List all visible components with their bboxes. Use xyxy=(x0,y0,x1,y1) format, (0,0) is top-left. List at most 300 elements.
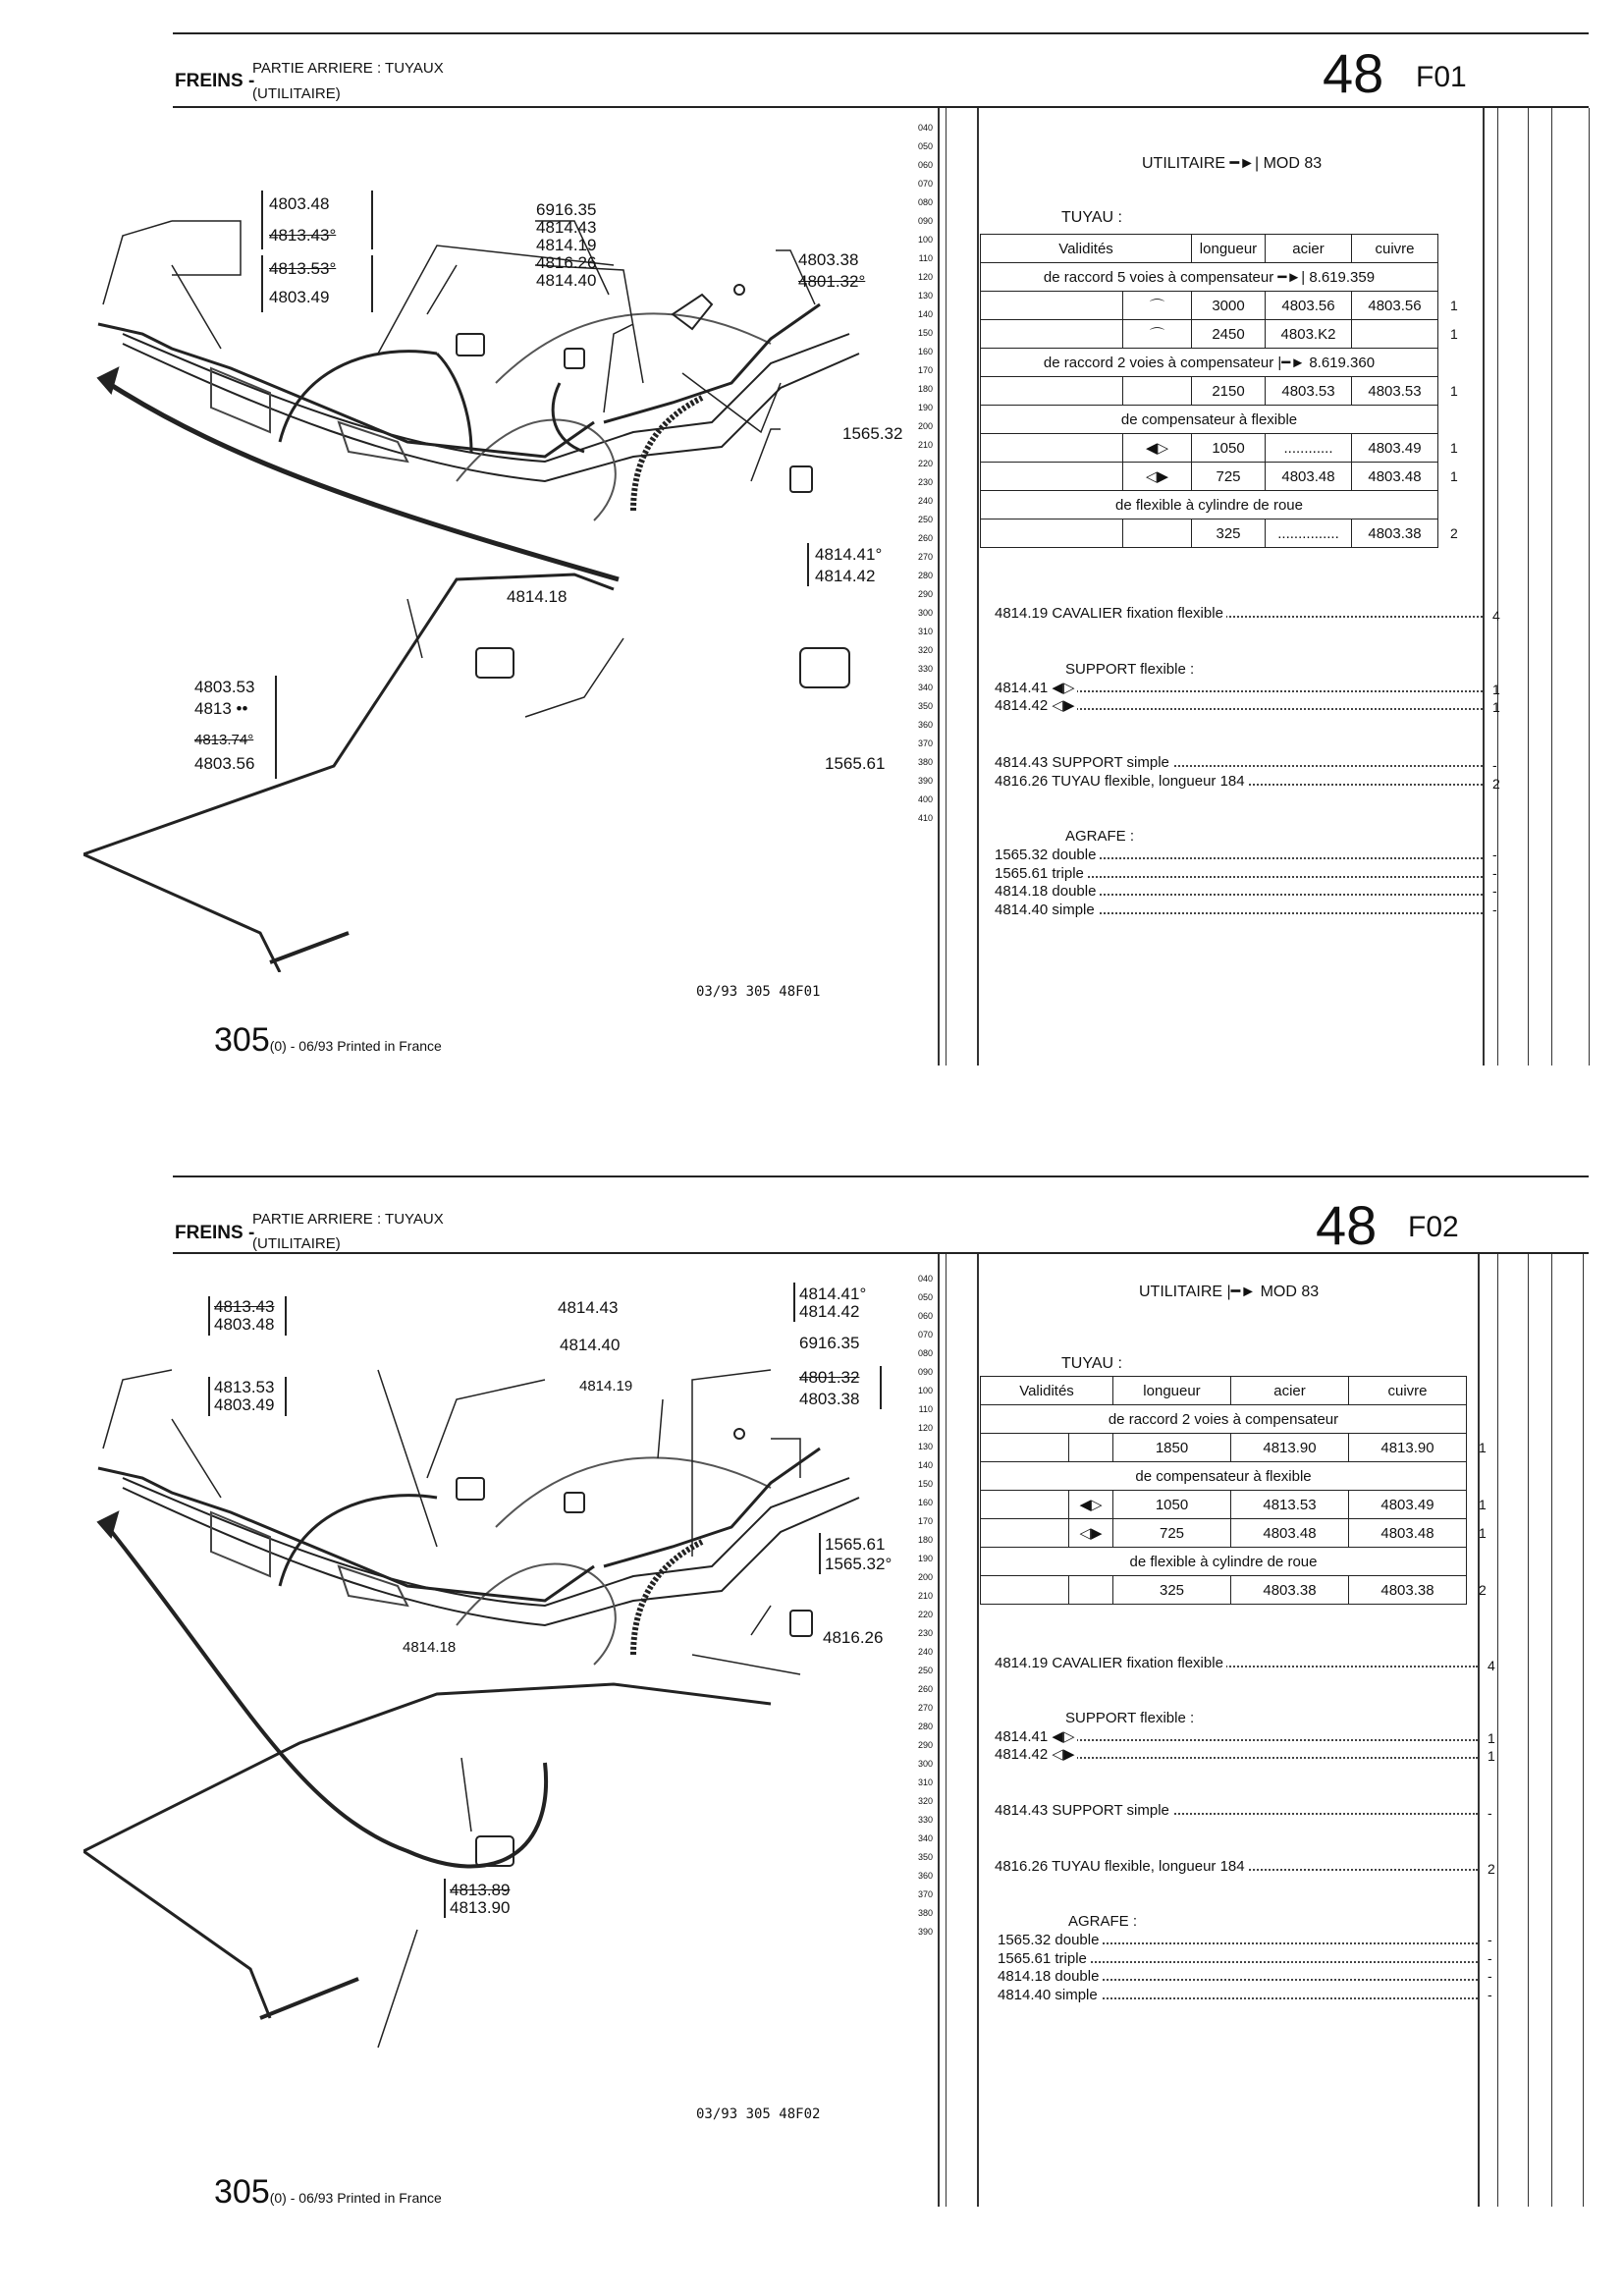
callout-label: 1565.61 xyxy=(825,1535,886,1554)
column-rule xyxy=(1483,108,1485,1066)
brake-pipe-diagram xyxy=(83,187,898,972)
table-cell xyxy=(981,1491,1069,1519)
table-row xyxy=(981,1434,1496,1462)
item-text: 1565.61 triple xyxy=(995,865,1087,882)
section-ref: 8.619.359 xyxy=(1309,269,1376,286)
callout-label: 4803.38 xyxy=(798,250,859,269)
callout-label: 4814.40 xyxy=(536,271,597,290)
section-subtitle-1: PARTIE ARRIERE : TUYAUX xyxy=(252,1211,444,1228)
line-number: 290 xyxy=(917,589,933,599)
item-text: 4814.19 CAVALIER fixation flexible xyxy=(995,1655,1226,1671)
callout-bracket xyxy=(187,676,277,779)
table-cell: ............... xyxy=(1266,519,1352,548)
line-number: 340 xyxy=(917,683,933,692)
line-number: 380 xyxy=(917,757,933,767)
table-cell xyxy=(981,1519,1069,1548)
table-cell: 4803.48 xyxy=(1352,463,1438,491)
catalog-page-f01 xyxy=(0,0,1623,1139)
left-arrow-icon: ◀▷ xyxy=(1052,680,1075,696)
agrafe-item xyxy=(998,1987,1500,2005)
line-number: 190 xyxy=(917,403,933,412)
footer xyxy=(214,1021,442,1060)
callout-label: 4814.18 xyxy=(403,1639,457,1656)
table-cell xyxy=(981,1576,1069,1605)
table-cell: ............ xyxy=(1266,434,1352,463)
line-number: 270 xyxy=(917,552,933,562)
item-qty: - xyxy=(1492,883,1497,899)
validity-cell xyxy=(1123,519,1192,548)
item-qty: 2 xyxy=(1488,1861,1495,1877)
row-qty: 1 xyxy=(1450,468,1458,484)
callout-label: 4814.40 xyxy=(560,1336,621,1354)
callout-label: 4803.49 xyxy=(214,1395,275,1414)
line-number: 120 xyxy=(917,1423,933,1433)
support-flex-title: SUPPORT flexible : xyxy=(1065,1710,1195,1726)
table-row xyxy=(981,377,1468,406)
item-qty: - xyxy=(1492,864,1497,881)
parts-table xyxy=(980,1376,1496,1605)
line-number: 370 xyxy=(917,738,933,748)
top-rule xyxy=(173,1175,1589,1177)
line-number: 340 xyxy=(917,1833,933,1843)
table-row xyxy=(981,1576,1496,1605)
line-number: 140 xyxy=(917,309,933,319)
callout-label: 4814.43 xyxy=(536,218,597,237)
footer-text: (0) - 06/93 Printed in France xyxy=(269,2190,442,2206)
callout-label: 1565.32° xyxy=(825,1555,893,1573)
agrafe-list xyxy=(995,847,1505,919)
callout-label: 4813.53 xyxy=(214,1378,275,1396)
line-number: 400 xyxy=(917,794,933,804)
column-rule xyxy=(1583,1254,1584,2207)
line-number: 250 xyxy=(917,515,933,524)
item-ref: 4814.41 xyxy=(995,680,1049,696)
table-cell: acier xyxy=(1231,1377,1349,1405)
callout-label: 4813.53° xyxy=(269,259,337,278)
callout-label: 4816.26 xyxy=(823,1628,884,1647)
item-text: 4816.26 TUYAU flexible, longueur 184 xyxy=(995,773,1248,790)
line-number: 280 xyxy=(917,571,933,580)
line-number: 170 xyxy=(917,1516,933,1526)
line-number: 130 xyxy=(917,291,933,301)
table-cell: 4803.K2 xyxy=(1266,320,1352,349)
column-rule xyxy=(1551,108,1552,1066)
flex-hose xyxy=(633,398,702,511)
item-tuyau-flexible xyxy=(995,1858,1478,1875)
column-rule xyxy=(946,108,947,1066)
section-label: FREINS - xyxy=(175,1223,255,1243)
clip-shape xyxy=(800,648,849,687)
line-number: 240 xyxy=(917,496,933,506)
line-number: 330 xyxy=(917,664,933,674)
footer-model: 305 xyxy=(214,1021,270,1059)
callout-label: 4801.32 xyxy=(799,1368,860,1387)
table-cell: 4813.90 xyxy=(1349,1434,1467,1462)
table-cell xyxy=(981,292,1123,320)
column-rule xyxy=(938,108,940,1066)
line-number: 240 xyxy=(917,1647,933,1657)
clip-shape xyxy=(476,648,514,678)
top-rule xyxy=(173,32,1589,34)
line-number: 230 xyxy=(917,1628,933,1638)
line-number: 060 xyxy=(917,1311,933,1321)
table-cell xyxy=(981,406,1438,434)
table-row xyxy=(981,1491,1496,1519)
section-text: de raccord 2 voies à compensateur xyxy=(1108,1410,1339,1428)
line-number: 210 xyxy=(917,1591,933,1601)
table-cell: 4803.38 xyxy=(1352,519,1438,548)
callout-bracket xyxy=(791,1366,882,1409)
item-support-4814-42 xyxy=(995,696,1483,714)
callout-label: 4813 •• xyxy=(194,699,248,718)
section-row xyxy=(981,406,1468,434)
tuyau-label: TUYAU : xyxy=(1061,1355,1122,1372)
callout-label: 4803.48 xyxy=(269,194,330,213)
table-cell xyxy=(981,263,1438,292)
line-number: 300 xyxy=(917,1759,933,1769)
line-number: 390 xyxy=(917,776,933,786)
support-flex-title: SUPPORT flexible : xyxy=(1065,661,1195,678)
axle-outline xyxy=(123,1478,849,1606)
line-number: 040 xyxy=(917,123,933,133)
line-number: 200 xyxy=(917,1572,933,1582)
table-cell xyxy=(981,1548,1467,1576)
line-number: 200 xyxy=(917,421,933,431)
table-row xyxy=(981,519,1468,548)
section-text: de compensateur à flexible xyxy=(1135,1467,1312,1485)
item-text: 1565.32 double xyxy=(995,847,1099,863)
table-cell: 4803.38 xyxy=(1231,1576,1349,1605)
line-number: 070 xyxy=(917,1330,933,1339)
table-cell: 4803.48 xyxy=(1349,1519,1467,1548)
agrafe-item xyxy=(998,1950,1500,1969)
clip-shape xyxy=(790,1611,812,1636)
line-number: 210 xyxy=(917,440,933,450)
callout-label: 4803.53 xyxy=(194,678,255,696)
line-number: 260 xyxy=(917,533,933,543)
footer xyxy=(214,2173,442,2212)
section-text: de raccord 5 voies à compensateur xyxy=(1043,269,1274,286)
item-support-simple xyxy=(995,754,1483,771)
item-support-4814-41 xyxy=(995,1727,1478,1745)
page-code: F02 xyxy=(1408,1211,1459,1243)
column-rule xyxy=(1497,1254,1498,2207)
item-tuyau-flexible xyxy=(995,773,1483,790)
table-header-row xyxy=(981,1377,1496,1405)
table-cell: 4803.53 xyxy=(1352,377,1438,406)
right-arrow-icon: ◁▶ xyxy=(1052,1746,1075,1763)
item-qty: - xyxy=(1488,1949,1492,1966)
pipe-lower xyxy=(83,574,614,972)
table-cell xyxy=(981,1462,1467,1491)
line-number: 290 xyxy=(917,1740,933,1750)
validity-to: MOD 83 xyxy=(1263,155,1323,172)
right-arrow-icon: ◁▶ xyxy=(1069,1519,1113,1548)
callout-label: 4803.48 xyxy=(214,1315,275,1334)
section-subtitle-2: (UTILITAIRE) xyxy=(252,85,341,102)
line-number: 090 xyxy=(917,216,933,226)
group-number: 48 xyxy=(1316,1194,1378,1256)
table-row xyxy=(981,1519,1496,1548)
line-number: 350 xyxy=(917,1852,933,1862)
section-label: FREINS - xyxy=(175,71,255,91)
table-cell xyxy=(981,1434,1069,1462)
validity-label xyxy=(1139,1282,1319,1301)
callout-label: 4814.19 xyxy=(579,1378,633,1394)
line-number: 300 xyxy=(917,608,933,618)
validity-cell xyxy=(1069,1434,1113,1462)
line-number: 360 xyxy=(917,720,933,730)
table-cell: 2150 xyxy=(1192,377,1266,406)
line-number: 040 xyxy=(917,1274,933,1284)
line-number: 280 xyxy=(917,1722,933,1731)
table-cell xyxy=(981,1405,1467,1434)
table-cell: 4803.53 xyxy=(1266,377,1352,406)
item-qty: 1 xyxy=(1488,1730,1495,1746)
table-cell: 4803.56 xyxy=(1352,292,1438,320)
table-cell: longueur xyxy=(1192,235,1266,263)
table-row xyxy=(981,320,1468,349)
clip-shape xyxy=(457,1478,484,1500)
callout-label: 1565.32 xyxy=(842,424,903,443)
column-rule xyxy=(1528,108,1529,1066)
line-number: 390 xyxy=(917,1927,933,1937)
line-number: 330 xyxy=(917,1815,933,1825)
item-qty: - xyxy=(1488,1968,1492,1984)
agrafe-item xyxy=(995,865,1505,884)
line-number: 160 xyxy=(917,1498,933,1507)
table-cell: 4813.90 xyxy=(1231,1434,1349,1462)
line-number: 380 xyxy=(917,1908,933,1918)
callout-label: 4803.56 xyxy=(194,754,255,773)
line-number: 140 xyxy=(917,1460,933,1470)
item-qty: 2 xyxy=(1492,776,1500,792)
callout-label: 4814.41° xyxy=(815,545,883,564)
item-ref: 4814.42 xyxy=(995,1746,1049,1763)
line-number: 350 xyxy=(917,701,933,711)
item-qty: - xyxy=(1488,1805,1492,1821)
callout-label: 4814.42 xyxy=(815,567,876,585)
table-cell: 4803.38 xyxy=(1349,1576,1467,1605)
line-number: 100 xyxy=(917,235,933,245)
column-rule xyxy=(977,1254,979,2207)
table-cell: 1050 xyxy=(1113,1491,1231,1519)
callout-label: 4814.18 xyxy=(507,587,568,606)
right-arrow-icon: ◁▶ xyxy=(1052,697,1075,714)
section-text: de compensateur à flexible xyxy=(1120,410,1298,428)
line-number: 170 xyxy=(917,365,933,375)
column-rule xyxy=(1528,1254,1529,2207)
item-text: 1565.61 triple xyxy=(998,1950,1090,1967)
line-number: 060 xyxy=(917,160,933,170)
callout-label: 4803.38 xyxy=(799,1390,860,1408)
tuyau-label: TUYAU : xyxy=(1061,209,1122,226)
line-number: 110 xyxy=(918,1404,933,1414)
line-number: 320 xyxy=(917,645,933,655)
flex-hose xyxy=(633,1542,702,1655)
item-cavalier xyxy=(995,1655,1478,1671)
callout-label: 4814.42 xyxy=(799,1302,860,1321)
callout-label: 4813.89 xyxy=(450,1881,511,1899)
arrow-icon: |━► xyxy=(1273,355,1310,371)
item-qty: 4 xyxy=(1488,1658,1495,1673)
table-cell: 2450 xyxy=(1192,320,1266,349)
item-qty: - xyxy=(1488,1932,1492,1947)
item-qty: 1 xyxy=(1492,699,1500,715)
section-row xyxy=(981,1548,1496,1576)
parts-table-body xyxy=(980,234,1468,548)
row-qty: 1 xyxy=(1450,298,1458,313)
line-number: 160 xyxy=(917,347,933,356)
line-number: 090 xyxy=(917,1367,933,1377)
table-cell: Validités xyxy=(981,1377,1113,1405)
callout-label: 6916.35 xyxy=(536,200,597,219)
section-row xyxy=(981,349,1468,377)
item-qty: - xyxy=(1492,757,1497,773)
left-arrow-icon: ◀▷ xyxy=(1052,1728,1075,1745)
item-qty: - xyxy=(1492,901,1497,917)
table-cell xyxy=(981,377,1123,406)
table-cell xyxy=(981,463,1123,491)
callout-label: 4801.32° xyxy=(798,272,866,291)
catalog-page-f02 xyxy=(0,1154,1623,2293)
line-number: 410 xyxy=(917,813,933,823)
item-support-4814-41 xyxy=(995,679,1483,696)
line-numbers xyxy=(899,1270,933,1941)
table-cell: Validités xyxy=(981,235,1192,263)
footer-text: (0) - 06/93 Printed in France xyxy=(269,1038,442,1054)
item-support-4814-42 xyxy=(995,1745,1478,1763)
table-cell: cuivre xyxy=(1349,1377,1467,1405)
table-cell xyxy=(981,491,1438,519)
table-cell: 4803.49 xyxy=(1352,434,1438,463)
item-ref: 4814.42 xyxy=(995,697,1049,714)
arrow-from-icon: |━► xyxy=(1226,1284,1261,1300)
table-cell xyxy=(981,349,1438,377)
table-cell: 1850 xyxy=(1113,1434,1231,1462)
validity-from: UTILITAIRE xyxy=(1142,155,1226,172)
table-cell: 725 xyxy=(1192,463,1266,491)
line-number: 370 xyxy=(917,1889,933,1899)
section-row xyxy=(981,491,1468,519)
group-number: 48 xyxy=(1323,42,1384,104)
table-cell: 1050 xyxy=(1192,434,1266,463)
validity-from: UTILITAIRE xyxy=(1139,1284,1223,1300)
section-row xyxy=(981,1405,1496,1434)
table-cell: 4803.48 xyxy=(1231,1519,1349,1548)
line-number: 190 xyxy=(917,1554,933,1563)
line-number: 180 xyxy=(917,384,933,394)
row-qty: 1 xyxy=(1479,1497,1487,1512)
item-text: 4814.40 simple xyxy=(998,1987,1101,2003)
callout-label: 1565.61 xyxy=(825,754,886,773)
line-number: 220 xyxy=(917,459,933,468)
line-number: 070 xyxy=(917,179,933,189)
table-header-row xyxy=(981,235,1468,263)
clip-shape xyxy=(565,349,584,368)
row-qty: 2 xyxy=(1450,525,1458,541)
callout-label: 4803.49 xyxy=(269,288,330,306)
section-subtitle-2: (UTILITAIRE) xyxy=(252,1235,341,1252)
brake-pipe-diagram xyxy=(83,1340,898,2106)
callout-label: 4814.41° xyxy=(799,1285,867,1303)
bolt-shape xyxy=(734,285,744,295)
drawing-reference: 03/93 305 48F02 xyxy=(696,2106,821,2122)
item-cavalier xyxy=(995,605,1483,622)
axle-outline xyxy=(123,334,849,462)
row-qty: 1 xyxy=(1479,1440,1487,1455)
callout-label: 6916.35 xyxy=(799,1334,860,1352)
table-cell xyxy=(1352,320,1438,349)
table-cell: acier xyxy=(1266,235,1352,263)
section-subtitle-1: PARTIE ARRIERE : TUYAUX xyxy=(252,60,444,77)
item-qty: 1 xyxy=(1488,1748,1495,1764)
line-number: 050 xyxy=(917,141,933,151)
pipe-lower xyxy=(83,1684,771,2018)
callout-label: 4813.43 xyxy=(214,1297,275,1316)
callout-bracket xyxy=(793,1283,799,1322)
section-text: de raccord 2 voies à compensateur xyxy=(1043,355,1274,371)
item-text: 4814.43 SUPPORT simple xyxy=(995,1802,1172,1819)
column-rule xyxy=(946,1254,947,2207)
footer-model: 305 xyxy=(214,2173,270,2211)
clip-shape xyxy=(565,1493,584,1512)
table-row xyxy=(981,463,1468,491)
validity-to: MOD 83 xyxy=(1260,1284,1320,1300)
line-number: 310 xyxy=(917,1777,933,1787)
line-number: 080 xyxy=(917,197,933,207)
agrafe-list xyxy=(998,1932,1500,2004)
line-number: 110 xyxy=(918,253,933,263)
bolt-shape xyxy=(734,1429,744,1439)
column-rule xyxy=(938,1254,940,2207)
left-arrow-icon: ◀▷ xyxy=(1069,1491,1113,1519)
callout-bracket xyxy=(819,1533,825,1574)
table-cell: 3000 xyxy=(1192,292,1266,320)
section-text: de flexible à cylindre de roue xyxy=(1115,496,1303,514)
arrow-icon: ━►| xyxy=(1273,269,1310,286)
agrafe-title: AGRAFE : xyxy=(1065,828,1135,845)
line-number: 130 xyxy=(917,1442,933,1451)
callout-bracket xyxy=(208,1296,287,1336)
column-rule xyxy=(1551,1254,1552,2207)
line-number: 310 xyxy=(917,627,933,636)
line-numbers xyxy=(899,119,933,828)
item-ref: 4814.41 xyxy=(995,1728,1049,1745)
callout-bracket xyxy=(208,1377,287,1416)
callout-bracket xyxy=(444,1879,450,1918)
table-row xyxy=(981,292,1468,320)
line-number: 080 xyxy=(917,1348,933,1358)
agrafe-item xyxy=(995,847,1505,865)
arrow-curve xyxy=(108,1527,546,1867)
callout-label: 4816.26 xyxy=(536,253,597,272)
callout-bracket xyxy=(261,191,373,249)
line-number: 220 xyxy=(917,1610,933,1619)
item-support-simple xyxy=(995,1802,1478,1819)
item-text: 4814.18 double xyxy=(998,1968,1102,1985)
line-number: 180 xyxy=(917,1535,933,1545)
item-text: 4814.18 double xyxy=(995,883,1099,900)
header-rule xyxy=(173,106,1589,108)
item-qty: - xyxy=(1492,847,1497,862)
curve-icon: ⌒ xyxy=(1123,320,1192,349)
item-qty: 4 xyxy=(1492,608,1500,624)
line-number: 230 xyxy=(917,477,933,487)
callout-label: 4813.74° xyxy=(194,732,254,748)
table-cell: cuivre xyxy=(1352,235,1438,263)
section-row xyxy=(981,1462,1496,1491)
